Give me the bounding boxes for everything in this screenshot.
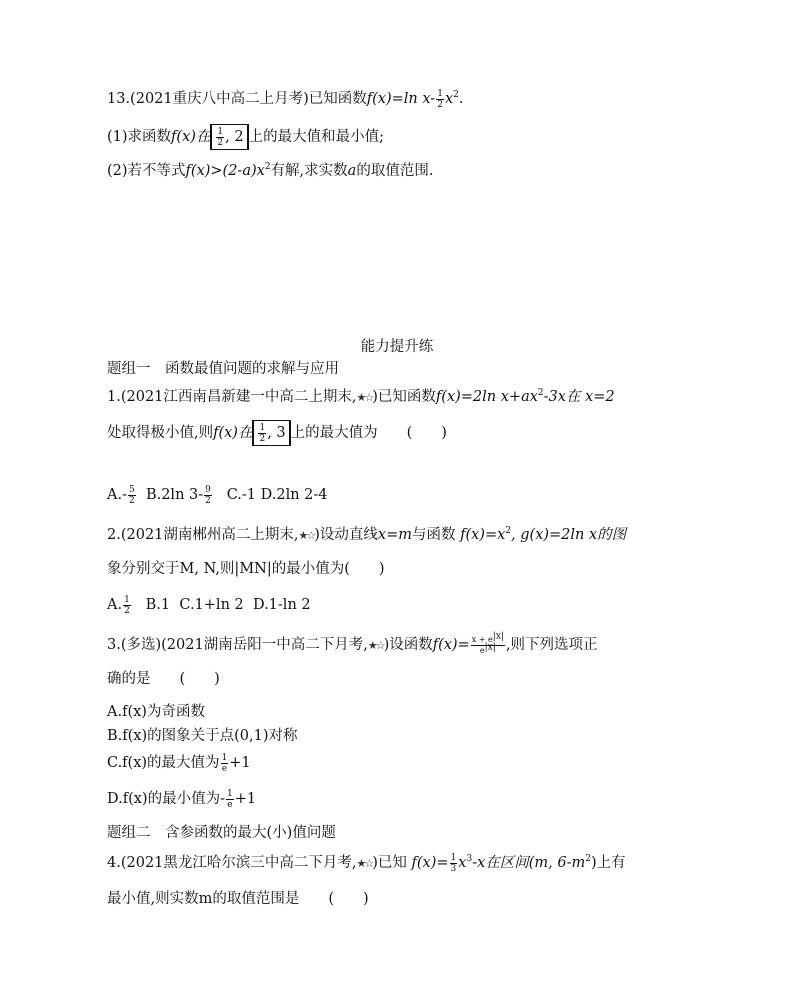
- difficulty-star-icon: ★☆: [367, 639, 384, 652]
- fraction: $\frac{1}{2}$: [437, 88, 443, 110]
- q3-line2: 确的是 ( ): [107, 671, 220, 687]
- difficulty-star-icon: ★☆: [298, 529, 315, 542]
- group-heading-2: 题组二 含参函数的最大(小)值问题: [107, 825, 336, 841]
- q2-options: A. $\frac{1}{2}$ B.1 C.1+ln 2 D.1-ln 2: [107, 594, 311, 616]
- q3-line1: 3.(多选)(2021湖南岳阳一中高二下月考,★☆)设函数f(x)= $\frac{x + e|x|}{e|x|}$ ,则下列选项正: [107, 630, 598, 655]
- q3-option-a: A.f(x)为奇函数: [107, 704, 205, 720]
- group-heading-1: 题组一 函数最值问题的求解与应用: [107, 361, 339, 377]
- q1-line2: 处取得极小值,则f(x)在 $\frac{1}{2}$ , 3 上的最大值为 ( ): [107, 420, 694, 446]
- interval-bracket: $\frac{1}{2}$ , 3: [252, 420, 290, 446]
- q4-line1: 4.(2021黑龙江哈尔滨三中高二下月考,★☆)已知 f(x)= $\frac{1}{3}$ $x^3-x$在区间(m, $6-m^2$)上有: [107, 852, 626, 874]
- fraction: $\frac{x + e|x|}{e|x|}$: [471, 630, 504, 655]
- q2-line2: 象分别交于M, N,则|MN|的最小值为( ): [107, 561, 385, 577]
- q3-option-b: B.f(x)的图象关于点(0,1)对称: [107, 728, 298, 744]
- q13-part1: (1)求函数f(x)在 $\frac{1}{2}$ , 2 上的最大值和最小值;: [107, 124, 694, 150]
- interval-bracket: $\frac{1}{2}$ , 2: [210, 124, 248, 150]
- difficulty-star-icon: ★☆: [356, 857, 373, 870]
- q1-line1: 1.(2021江西南昌新建一中高二上期末,★☆)已知函数f(x)=2ln $x+ax^2-3x$在 x=2: [107, 388, 615, 405]
- section-title: 能力提升练: [360, 339, 434, 355]
- q2-line1: 2.(2021湖南郴州高二上期末,★☆)设动直线x=m与函数 $f(x)=x^2$, g(x)=2ln x的图: [107, 526, 627, 543]
- q4-line2: 最小值,则实数m的取值范围是 ( ): [107, 891, 369, 907]
- q3-option-c: C.f(x)的最大值为 $\frac{1}{e}$ +1: [107, 752, 251, 774]
- q13-line1: 13.(2021重庆八中高二上月考)已知函数f(x)=ln x- $\frac{1}{2}$ $x^2$.: [107, 88, 464, 110]
- q3-option-d: D.f(x)的最小值为- $\frac{1}{e}$ +1: [107, 788, 257, 810]
- difficulty-star-icon: ★☆: [356, 391, 373, 404]
- q1-options: A.- $\frac{5}{2}$ B.2ln 3- $\frac{9}{2}$ C.-1 D.2ln 2-4: [107, 484, 328, 506]
- q13-part2: (2)若不等式$f(x)>(2-a)x^2$有解,求实数a的取值范围.: [107, 162, 434, 179]
